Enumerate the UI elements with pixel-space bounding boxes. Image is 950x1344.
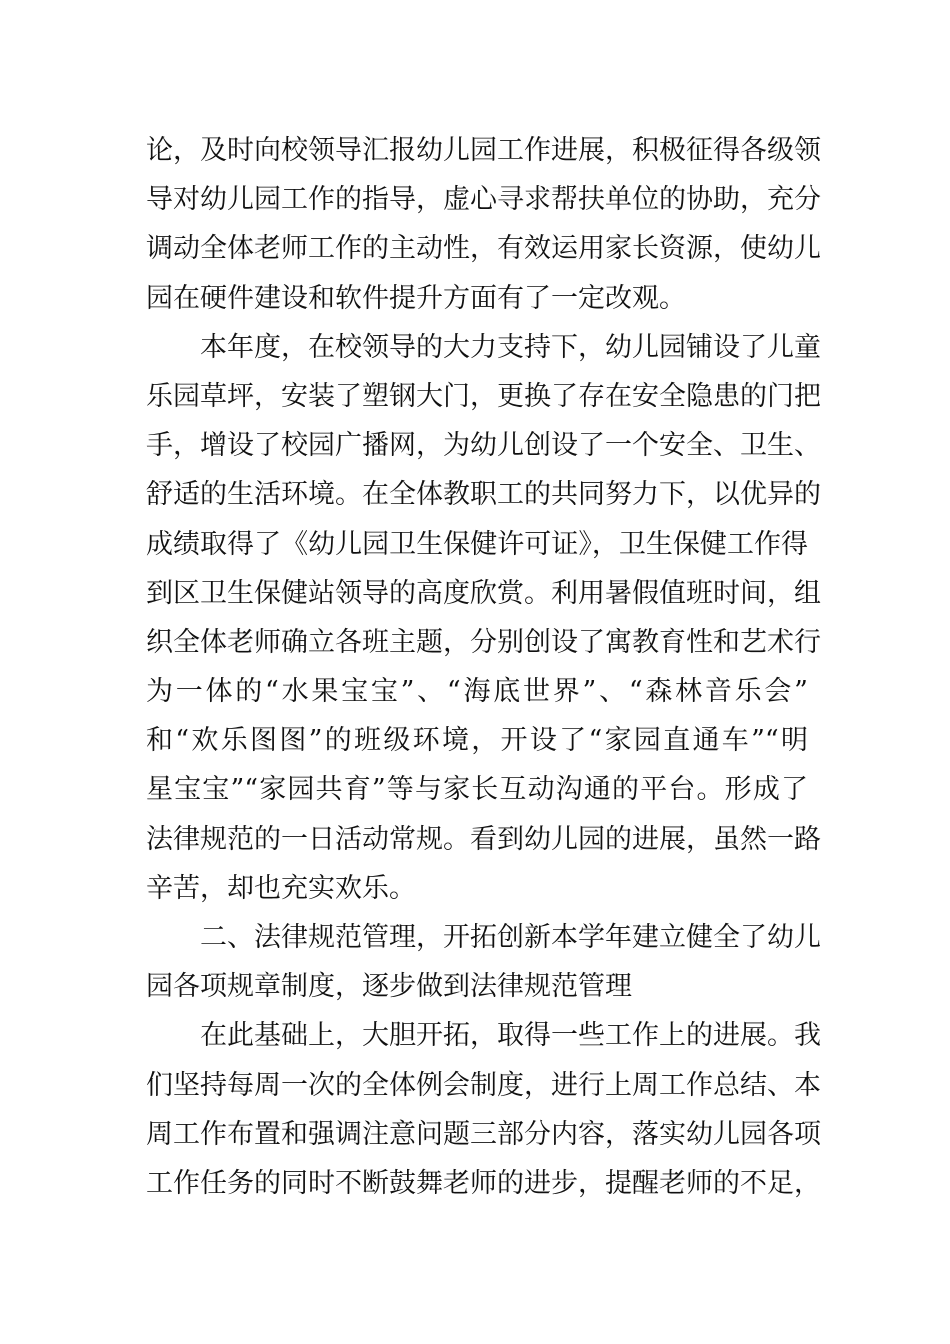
text-line: 调动全体老师工作的主动性，有效运用家长资源，使幼儿 bbox=[146, 233, 821, 265]
text-line: 舒适的生活环境。在全体教职工的共同努力下，以优异的 bbox=[146, 479, 821, 511]
text-line: 本年度，在校领导的大力支持下，幼儿园铺设了儿童 bbox=[200, 331, 821, 363]
text-line: 和“欢乐图图”的班级环境，开设了“家园直通车”“明 bbox=[146, 725, 808, 757]
text-line: 周工作布置和强调注意问题三部分内容，落实幼儿园各项 bbox=[146, 1118, 821, 1150]
text-line: 园在硬件建设和软件提升方面有了一定改观。 bbox=[146, 282, 686, 314]
text-line: 织全体老师确立各班主题，分别创设了寓教育性和艺术行 bbox=[146, 626, 821, 658]
document-body-text bbox=[146, 126, 821, 1208]
text-line: 二、法律规范管理，开拓创新本学年建立健全了幼儿 bbox=[200, 922, 821, 953]
text-line: 们坚持每周一次的全体例会制度，进行上周工作总结、本 bbox=[146, 1069, 821, 1101]
text-line: 导对幼儿园工作的指导，虚心寻求帮扶单位的协助，充分 bbox=[146, 184, 821, 216]
text-line: 法律规范的一日活动常规。看到幼儿园的进展，虽然一路 bbox=[146, 823, 821, 855]
text-line: 工作任务的同时不断鼓舞老师的进步，提醒老师的不足， bbox=[146, 1167, 821, 1199]
text-line: 星宝宝”“家园共育”等与家长互动沟通的平台。形成了 bbox=[146, 774, 808, 806]
text-line: 乐园草坪，安装了塑钢大门，更换了存在安全隐患的门把 bbox=[146, 380, 821, 412]
text-line: 为一体的“水果宝宝”、“海底世界”、“森林音乐会” bbox=[146, 676, 808, 708]
text-line: 到区卫生保健站领导的高度欣赏。利用暑假值班时间，组 bbox=[146, 577, 821, 609]
text-line: 园各项规章制度，逐步做到法律规范管理 bbox=[146, 971, 632, 1003]
text-line: 在此基础上，大胆开拓，取得一些工作上的进展。我 bbox=[200, 1020, 821, 1052]
text-line: 成绩取得了《幼儿园卫生保健许可证》，卫生保健工作得 bbox=[146, 528, 808, 560]
text-line: 论，及时向校领导汇报幼儿园工作进展，积极征得各级领 bbox=[146, 135, 821, 166]
text-line: 辛苦，却也充实欢乐。 bbox=[146, 872, 416, 904]
text-line: 手，增设了校园广播网，为幼儿创设了一个安全、卫生、 bbox=[146, 430, 821, 462]
